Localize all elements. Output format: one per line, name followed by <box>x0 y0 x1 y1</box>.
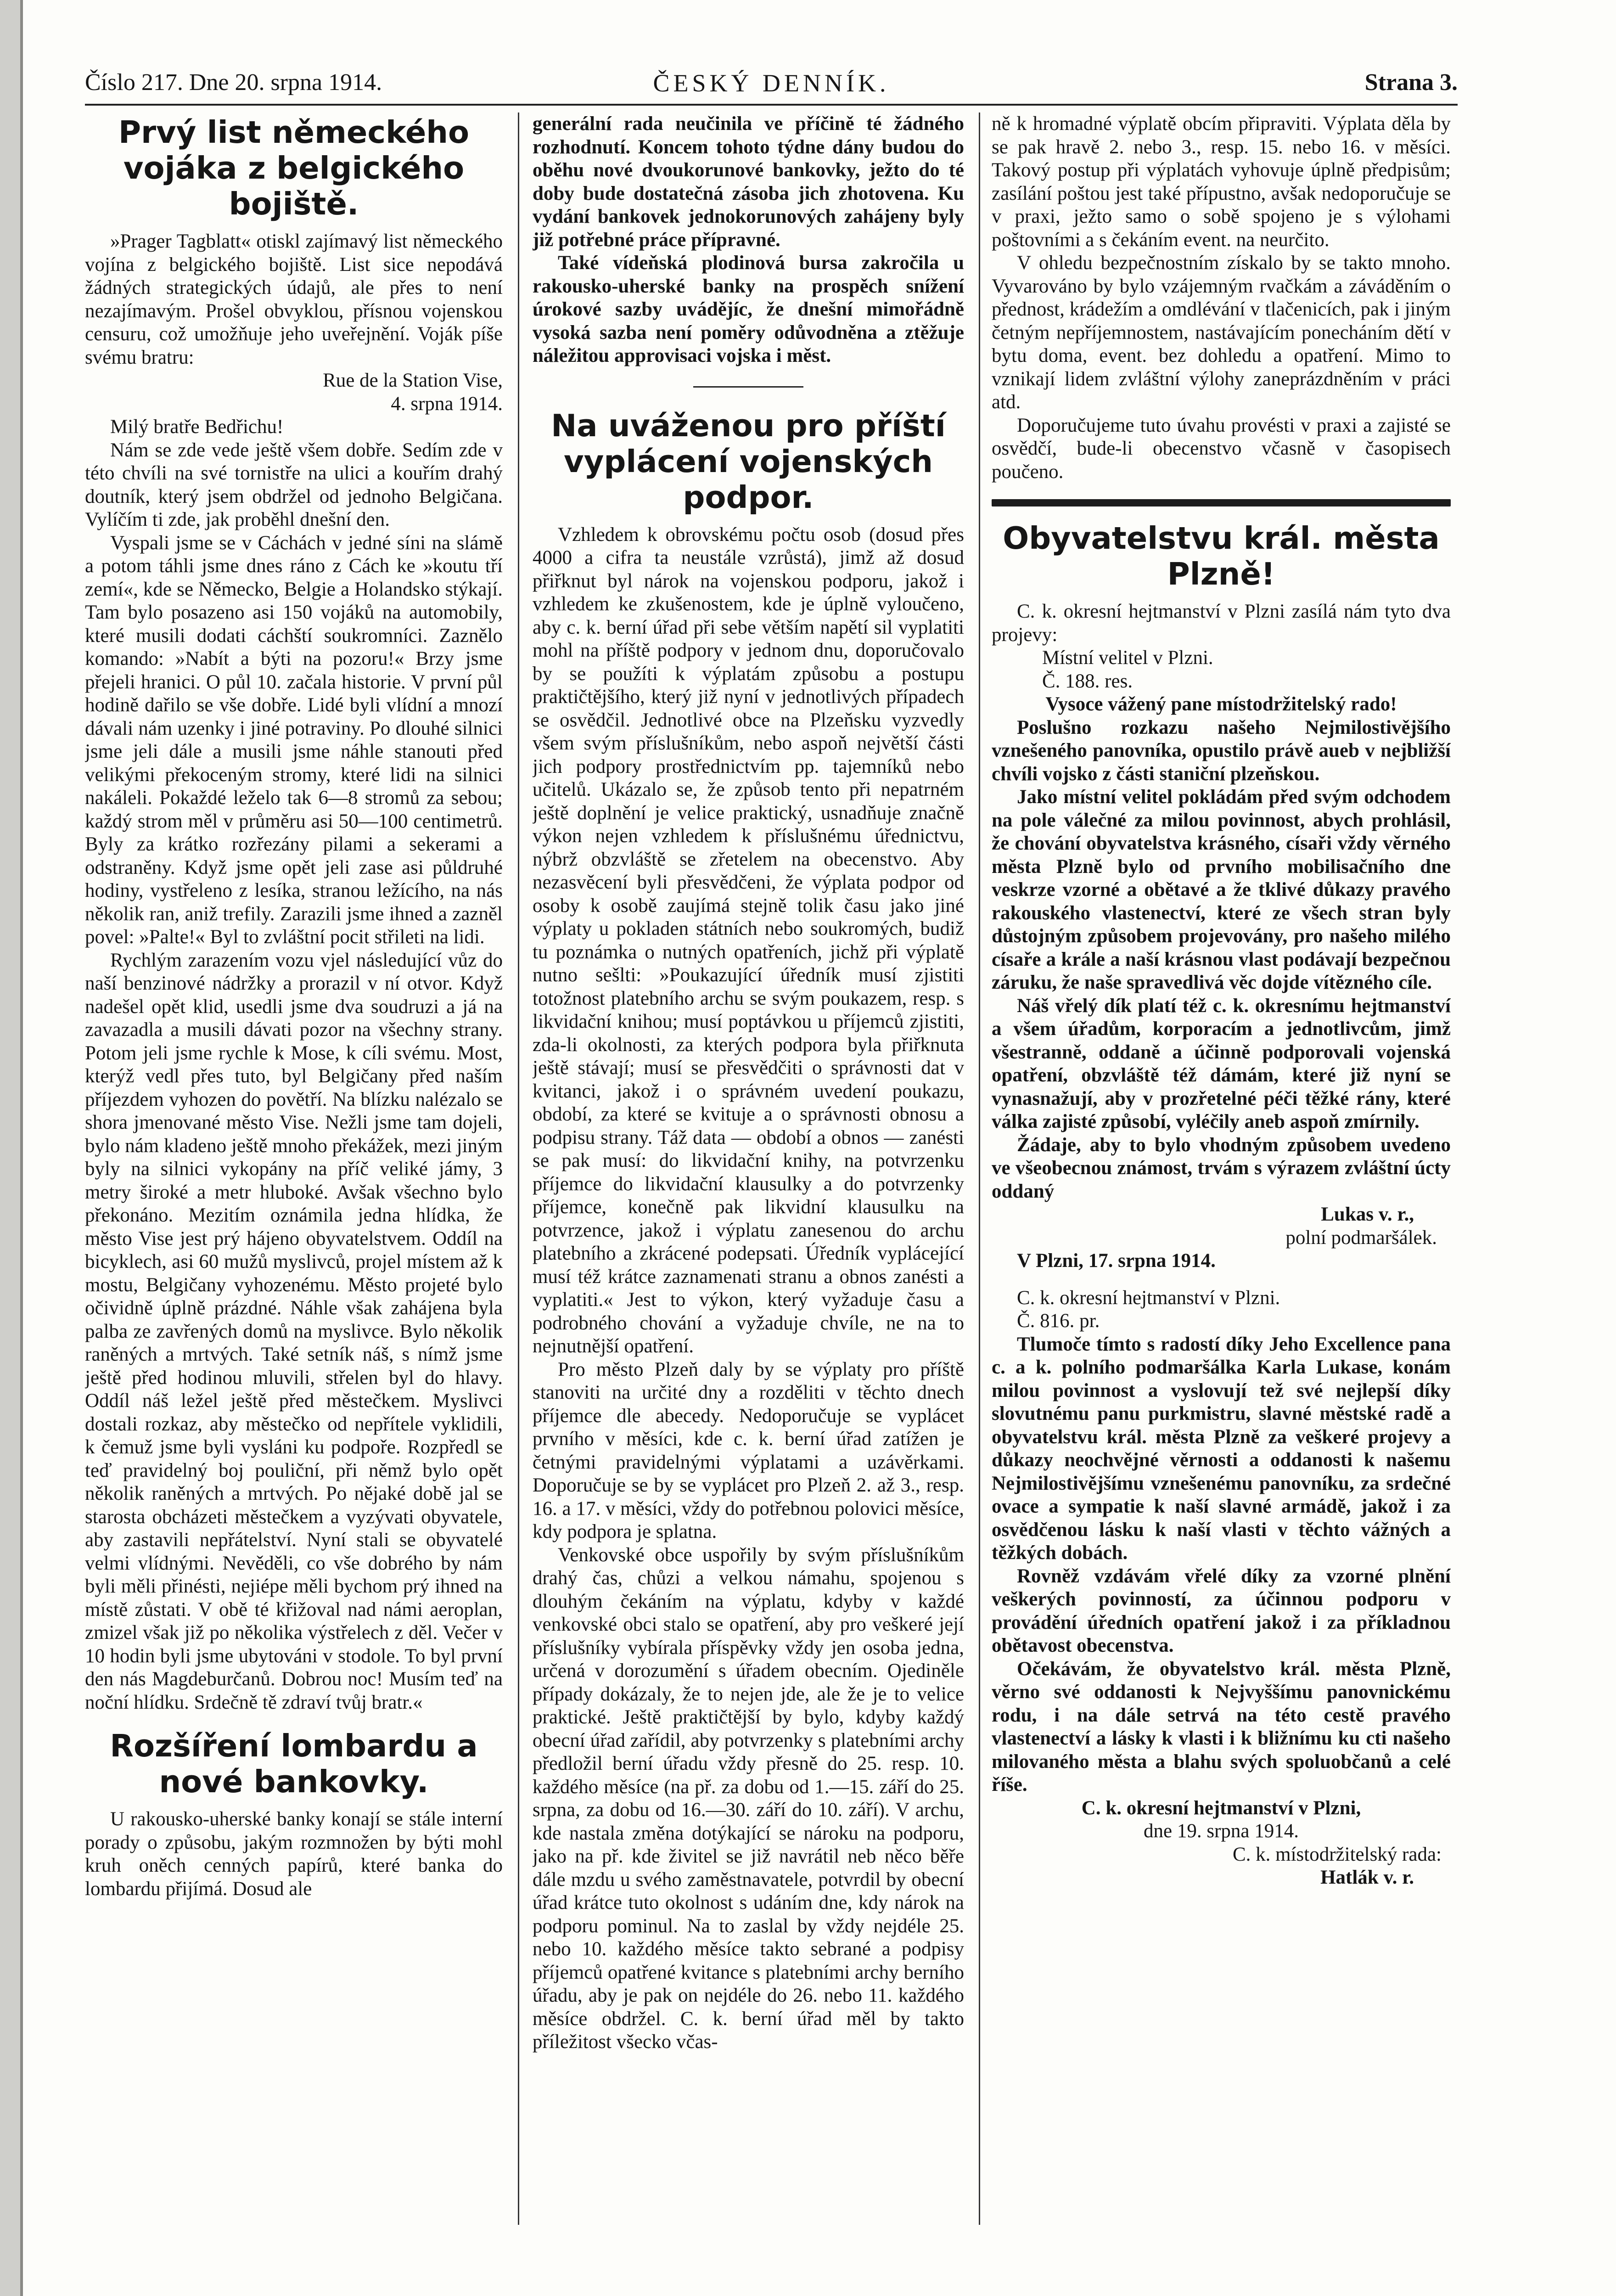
reference-line: Č. 816. pr. <box>1017 1310 1100 1332</box>
section-rule <box>992 499 1451 506</box>
paragraph: Očekávám, že obyvatelstvo král. města Plzně, věrno své oddanosti k Nejvyššímu panovnickému rodu, i na dále setrvá na této cestě pravého vlastenectví a lásky k vlasti i k bližnímu ku cti našeho milovaného města a blahu svých spoluobčanů a celé říše. <box>992 1658 1451 1795</box>
newspaper-title: ČESKÝ DENNÍK. <box>653 69 890 97</box>
paragraph: Vzhledem k obrovskému počtu osob (dosud přes 4000 a cifra ta neustále vzrůstá), jimž až dosud přiřknut byl nárok na vojenskou podporu, jakož i vzhledem ke zkušenostem, kde je úplně vyloučeno, aby c. k. berní úřad při sebe větším napětí sil vyplatiti mohl na příště podpory v jednom dnu, doporučovalo by se použíti k výplatám způsobu a postupu praktičtějšího, který již nyní v jednotlivých případech se osvědčil. Jednotlivé obce na Plzeňsku vyzvedly všem svým příslušníkům, nebo aspoň největší části jich podpory prostřednictvím pp. tajemníků nebo učitelů. Ukázalo se, že způsob tento při nepatrném ještě doplnění je velice praktický, usnadňuje značně výkon nejen vzhledem k příslušnému úřednictvu, nýbrž obzvláště se zřetelem na obecenstvo. Aby nezasvěcení byli přesvědčeni, že výplata podpor od osoby k osobě zaujímá stejně tolik času jako jiné výplaty u pokladen státních nebo soukromých, budiž tu poznámka o nutných opatřeních, jichž při výplatě nutno sešlti: »Poukazující úředník musí zjistiti totožnost platebního archu se svým poukazem, resp. s likvidační knihou; musí poptávkou u příjemců zjistiti, zda-li okolnosti, za kterých podpora byla přiřknuta ještě stávají; musí se přesvědčiti o správnosti dat v kvitanci, jakož i o správném uvedení poukazu, období, za které se kvituje a o správnosti obnosu a podpisu strany. Táž data — období a obnos — zanésti se pak musí: do likvidační knihy, na potvrzenku příjemce do likvidační klausulky a do potvrzenky příjemce, konečně pak likvidní klausulku na potvrzence, jakož i výplatu zanesenou do archu platebního a zkrácené podepsati. Úředník vyplácející musí též krátce zaznamenati stranu a obnos zanésti a vyplatiti.« Jest to výkon, který vyžaduje času a podrobného chování a vyžaduje chvíle, ne na to nejnutnější opatření. <box>533 523 964 1357</box>
page-header <box>85 64 1458 106</box>
reference-line: Č. 188. res. <box>1042 670 1133 692</box>
dateline: dne 19. srpna 1914. <box>1144 1820 1299 1842</box>
scan-margin-edge <box>20 0 23 2296</box>
page-number: Strana 3. <box>1364 69 1458 96</box>
column-3 <box>992 113 1451 2252</box>
header-rule <box>85 104 1458 106</box>
paragraph: Doporučujeme tuto úvahu provésti v praxi a zajisté se osvědčí, bude-li obecenstvo včasně v časopisech poučeno. <box>992 414 1451 483</box>
paragraph: Tlumoče tímto s radostí díky Jeho Excellence pana c. a k. polního podmaršálka Karla Lukase, konám milou povinnost a vyslovují tež své nejlepší díky slovutnému panu purkmistru, slavné městské radě a obyvatelstvu král. města Plzně za veškeré projevy a důkazy neochvějné věrnosti a oddanosti k našemu Nejmilostivějšímu vznešenému panovníku, za srdečné ovace a sympatie k naší slavné armádě, jakož i za osvědčenou lásku k naší vlasti v těchto vážných a těžkých dobách. <box>992 1333 1451 1564</box>
signature-title: polní podmaršálek. <box>1285 1227 1437 1249</box>
reference-line: C. k. okresní hejtmanství v Plzni. <box>1017 1287 1280 1309</box>
article-body <box>85 230 503 1714</box>
column-divider <box>979 113 980 2225</box>
paragraph: V ohledu bezpečnostním získalo by se takto mnoho. Vyvarováno by bylo vzájemným rvačkám a záváděním o přednost, krádežím a omdlévání v tlačenicích, pak i jiným četným nepříjemnostem, nastávajícím ponecháním dětí v bytu doma, event. bez dohledu a opatření. Mimo to vznikají lidem zvláštní výlohy zaneprázdněním v práci atd. <box>992 252 1451 413</box>
letter-salutation: Milý bratře Bedřichu! <box>110 416 284 438</box>
article-body <box>533 113 964 368</box>
paragraph: U rakousko-uherské banky konají se stále interní porady o způsobu, jakým rozmnožen by býti mohl kruh oněch cenných papírů, které banka do lombardu přijímá. Dosud ale <box>85 1808 503 1900</box>
closing-line: C. k. okresní hejtmanství v Plzni, <box>1081 1797 1361 1819</box>
article-headline: Prvý list německého vojáka z belgického bojiště. <box>118 114 470 222</box>
article-body <box>992 113 1451 484</box>
letter-place: Rue de la Station Vise, <box>323 370 503 391</box>
paragraph: Jako místní velitel pokládám před svým odchodem na pole válečné za milou povinnost, abych prohlásil, že chování obyvatelstva krásného, císaři vždy věrného města Plzně bylo od prvního mobilisačního dne veskrze vzorné a obětavé a že tklivé důkazy pravého rakouského vlastenectví, které ze všech stran byly důstojným způsobem projevovány, pro našeho milého císaře a krále a naší krásnou vlast podávají bezpečnou záruku, že naše spravedlivá věc dojde vítězného cíle. <box>992 786 1451 993</box>
paragraph: Venkovské obce uspořily by svým příslušníkům drahý čas, chůzi a velkou námahu, spojenou s dlouhým čekáním na výplatu, kdyby v každé venkovské obci stalo se opatření, aby pro veškeré její příslušníky vybírala příspěvky vždy jen osoba jedna, určená v dorozumění s úřadem obecním. Ojediněle případy dokázaly, že to nejen jde, ale že je to velice praktické. Ještě praktičtější by bylo, kdyby každý obecní úřad zařídil, aby potvrzenky s platebními archy předložil berní úřadu vždy přesně do 25. resp. 10. každého měsíce (na př. za dobu od 1.—15. září do 25. srpna, za dobu od 16.—30. září do 10. září). V archu, kde nastala změna dotýkající se nároku na podporu, jako na př. kde živitel se již navrátil neb něco běře dále mzdu u svého zaměstnavatele, potvrdil by obecní úřad krátce tuto okolnost s udáním dne, kdy nárok na podporu pominul. Na to zaslal by vždy nejdéle 25. nebo 10. každého měsíce takto sebrané a podpisy příjemců opatřené kvitance s platebními archy berního úřadu, aby je pak on nejdéle do 26. nebo 11. každého měsíce obdržel. C. k. berní úřad měl by takto příležitost všecko včas- <box>533 1544 964 2053</box>
article-body <box>85 1808 503 1901</box>
paragraph: Poslušno rozkazu našeho Nejmilostivějšího vznešeného panovníka, opustilo právě aueb v nejbližší chvíli vojsko z části staniční plzeňskou. <box>992 716 1451 785</box>
column-1 <box>85 113 503 2252</box>
paragraph: Rychlým zarazením vozu vjel následující vůz do naší benzinové nádržky a prorazil v ní otvor. Když nadešel opět klid, usedli jsme dva soudruzi a já na zavazadla a musili dávati pozor na všechny strany. Potom jeli jsme rychle k Mose, k cíli svému. Most, kterýž vedl přes tuto, byl Belgičany před naším příjezdem vyhozen do povětří. Na blízku nalézalo se shora jmenované město Vise. Nežli jsme tam dojeli, bylo nám kladeno ještě mnoho překážek, mezi jiným byly na silnici vykopány na příč veliké jámy, 3 metry široké a metr hluboké. Avšak všechno bylo překonáno. Mezitím oznámila jedna hlídka, že město Vise jest prý hájeno obyvatelstvem. Oddíl na bicyklech, asi 60 mužů myslivců, projel místem až k mostu, Belgičany vyhozenému. Město projeté bylo očividně úplně prázdné. Náhle však zahájena byla palba ze zavřených domů na myslivce. Bylo několik raněných a mrtvých. Také setník náš, s nímž jsme ještě před hodinou mluvili, střelen byl do hlavy. Oddíl náš ležel ještě před městečkem. Myslivci dostali rozkaz, aby městečko od nepřítele vyklidili, k čemuž jsme byli vysláni ku podpoře. Rozpředl se teď pravidelný boj pouliční, při němž bylo opět několik raněných a mrtvých. Po nějaké době jal se starosta obcházeti městečkem a vyzývati obyvatele, aby zastavili nepřátelství. Nyní stali se obyvatelé velmi vlídnými. Nevěděli, co vše dobrého by nám byli měli přinésti, nejiépe měli bychom prý ihned na místě zůstati. V obě té křižoval nad námi aeroplan, zmizel však již po několika výstřelech z děl. Večer v 10 hodin byli jsme ubytováni v stodole. To byl první den nás Magdeburčanů. Dobrou noc! Musím teď na noční hlídku. Srdečně tě zdraví tvůj bratr.« <box>85 949 503 1713</box>
section-separator <box>693 386 803 388</box>
column-2 <box>533 113 964 2252</box>
reference-line: Místní velitel v Plzni. <box>1042 647 1213 669</box>
letter-date: 4. srpna 1914. <box>391 393 503 415</box>
paragraph: generální rada neučinila ve příčině té žádného rozhodnutí. Koncem tohoto týdne dány budou do oběhu nové dvoukorunové bankovky, ježto do té doby bude dostatečná zásoba jich zhotovena. Ku vydání bankovek jednokorunových zahájeny byly již potřebné práce přípravné. <box>533 113 964 251</box>
letter-greeting: Vysoce vážený pane místodržitelský rado! <box>1045 693 1397 715</box>
paragraph: Pro město Plzeň daly by se výplaty pro příště stanoviti na určité dny a rozděliti v těchto dnech příjemce dle abecedy. Nedoporučuje se vyplácet prvního v měsíci, kde c. k. berní úřad zatížen je četnými pravidelnými výplatami a uzávěrkami. Doporučuje se by se vyplácet pro Plzeň 2. až 3., resp. 16. a 17. v měsíci, vždy do potřebnou polovici měsíce, kdy podpora je splatna. <box>533 1358 964 1542</box>
issue-info: Číslo 217. Dne 20. srpna 1914. <box>85 69 382 96</box>
dateline: V Plzni, 17. srpna 1914. <box>1017 1250 1216 1272</box>
paragraph: Nám se zde vede ještě všem dobře. Sedím zde v této chvíli na své tornistře na ulici a kouřím drahý doutník, který jsem obdržel od jednoho Belgičana. Vylíčím ti zde, jak proběhl dnešní den. <box>85 439 503 530</box>
paragraph: C. k. okresní hejtmanství v Plzni zasílá nám tyto dva projevy: <box>992 601 1451 646</box>
paragraph: Také vídeňská plodinová bursa zakročila u rakousko-uherské banky na prospěch snížení úrokové sazby uvádějíc, že dnešní mimořádně vysoká sazba není poměry odůvodněna a ztěžuje náležitou approvisaci vojska i měst. <box>533 252 964 366</box>
article-headline: Rozšíření lombardu a nové bankovky. <box>110 1728 478 1800</box>
paragraph: ně k hromadné výplatě obcím připraviti. Výplata děla by se pak hravě 2. nebo 3., resp. 15. nebo 16. v měsíci. Takový postup při výplatách vyhovuje úplně předpisům; zasílání poštou jest také přípustno, avšak nedoporučuje se v praxi, ježto samo o sobě spojeno je s výlohami poštovními a s čekáním event. na neurčito. <box>992 113 1451 251</box>
paragraph: »Prager Tagblatt« otiskl zajímavý list německého vojína z belgického bojiště. List sice nepodává žádných strategických údajů, ale přes to není nezajímavým. Prošel obvyklou, přísnou vojenskou censuru, což umožňuje jeho uveřejnění. Voják píše svému bratru: <box>85 231 503 368</box>
paragraph: Rovněž vzdávám vřelé díky za vzorné plnění veškerých povinností, za účinnou podporu v provádění úředních opatření jakož i za příkladnou obětavost obecenstva. <box>992 1565 1451 1656</box>
article-headline: Na uváženou pro příští vyplácení vojenských podpor. <box>551 407 946 515</box>
spacer <box>992 1273 1451 1287</box>
paragraph: Vyspali jsme se v Cáchách v jedné síni na slámě a potom táhli jsme dnes ráno z Cách ke »koutu tří zemí«, kde se Německo, Belgie a Holandsko stýkají. Tam bylo posazeno asi 150 vojáků na automobily, které musili dodati cáchští soukromníci. Zaznělo komando: »Nabít a býti na pozoru!« Brzy jsme přejeli hranici. O půl 10. začala historie. V první půl hodině dařilo se vše dobře. Lidé byli vlídní a mnozí dávali nám uzenky i jiné potraviny. Po dlouhé silnici jsme jeli dále a musili jsme náhle stanouti před velikými překoceným stromy, které lidi na silnici nakáleli. Pokaždé leželo tak 6—8 stromů za sebou; každý strom měl v průměru asi 50—100 centimetrů. Byly za krátko rozřezány pilami a sekerami a odstraněny. Když jsme opět jeli zase asi půldruhé hodiny, vystřeleno z lesíka, stranou ležícího, na nás několik ran, aniž trefily. Zarazili jsme ihned a zazněl povel: »Palte!« Byl to zvláštní pocit střileti na lidi. <box>85 532 503 948</box>
article-body <box>992 600 1451 1890</box>
article-body <box>533 523 964 2054</box>
article-headline: Obyvatelstvu král. města Plzně! <box>1003 520 1440 592</box>
signature-title: C. k. místodržitelský rada: <box>1232 1843 1442 1865</box>
paragraph: Náš vřelý dík platí též c. k. okresnímu hejtmanství a všem úřadům, korporacím a jednotlivcům, jimž všestranně, oddaně a účinně podporovali vojenská opatření, obzvláště též dámám, které již nyní se vynasnažují, aby v prozřetelné péči těžké rány, které válka zajisté způsobí, vyléčily aneb aspoň zmírnily. <box>992 995 1451 1132</box>
signature: Hatlák v. r. <box>1320 1867 1414 1888</box>
scan-margin-strip <box>0 0 20 2296</box>
paragraph: Žádaje, aby to bylo vhodným způsobem uvedeno ve všeobecnou známost, trvám s výrazem zvláštní úcty oddaný <box>992 1134 1451 1202</box>
column-divider <box>518 113 519 2225</box>
signature: Lukas v. r., <box>1321 1204 1414 1225</box>
